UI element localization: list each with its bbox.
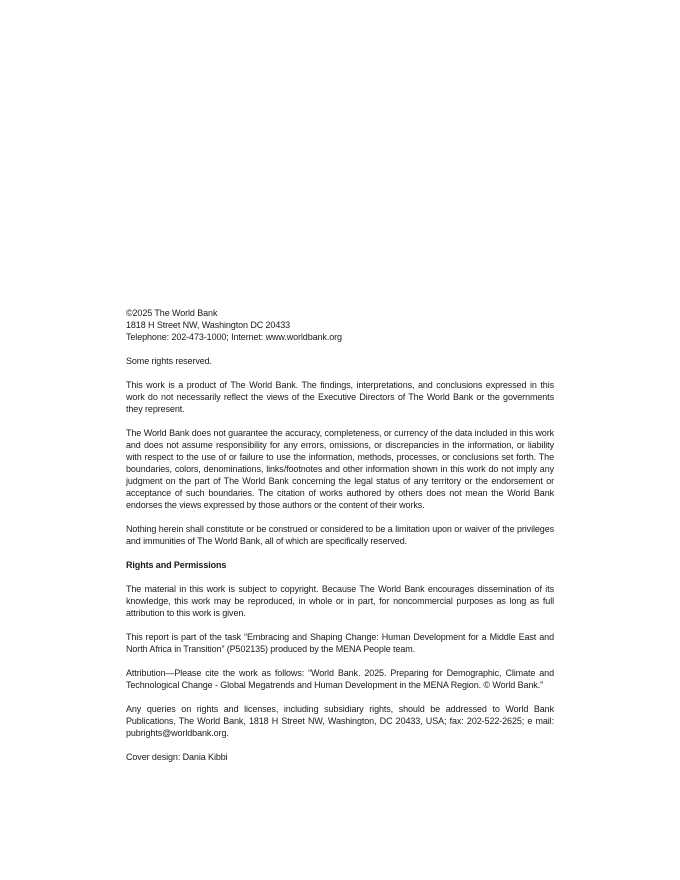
copyright-line: ©2025 The World Bank xyxy=(126,308,218,318)
disclaimer-paragraph: The World Bank does not guarantee the accuracy, completeness, or currency of the data included in this work and does not assume responsibility for any errors, omissions, or discrepancies in the information, or liability with respect to the use of or failure to use the information, methods, processes, or conclusions set forth. The boundaries, colors, denominations, links/footnotes and other information shown in this work do not imply any judgment on the part of The World Bank concerning the legal status of any territory or the endorsement or acceptance of such boundaries. The citation of works authored by others does not mean the World Bank endorses the views expressed by those authors or the content of their works. xyxy=(126,428,554,510)
copyright-paragraph: The material in this work is subject to copyright. Because The World Bank encourages dissemination of its knowledge, this work may be reproduced, in whole or in part, for noncommercial purposes as long as full attribution to this work is given. xyxy=(126,584,554,618)
rights-reserved-text: Some rights reserved. xyxy=(126,356,212,366)
privileges-paragraph: Nothing herein shall constitute or be construed or considered to be a limitation upon or waiver of the privileges and immunities of The World Bank, all of which are specifically reserved. xyxy=(126,524,554,546)
copyright-block xyxy=(126,307,554,343)
queries-paragraph: Any queries on rights and licenses, including subsidiary rights, should be addressed to World Bank Publications, The World Bank, 1818 H Street NW, Washington, DC 20433, USA; fax: 202-522-2625; e mail: pubrights@worldbank.org. xyxy=(126,704,554,738)
address-line: 1818 H Street NW, Washington DC 20433 xyxy=(126,320,291,330)
cover-design-credit: Cover design: Dania Kibbi xyxy=(126,752,228,762)
product-paragraph: This work is a product of The World Bank. The findings, interpretations, and conclusions expressed in this work do not necessarily reflect the views of the Executive Directors of The World Bank or the governments they represent. xyxy=(126,380,554,414)
copyright-page xyxy=(126,307,554,775)
attribution-paragraph: Attribution—Please cite the work as follows: “World Bank. 2025. Preparing for Demographic, Climate and Technological Change - Global Megatrends and Human Development in the MENA Region. © World Bank.” xyxy=(126,668,554,690)
contact-line: Telephone: 202-473-1000; Internet: www.worldbank.org xyxy=(126,332,342,342)
task-paragraph: This report is part of the task “Embracing and Shaping Change: Human Development for a Middle East and North Africa in Transition” (P502135) produced by the MENA People team. xyxy=(126,632,554,654)
rights-permissions-heading: Rights and Permissions xyxy=(126,560,227,570)
